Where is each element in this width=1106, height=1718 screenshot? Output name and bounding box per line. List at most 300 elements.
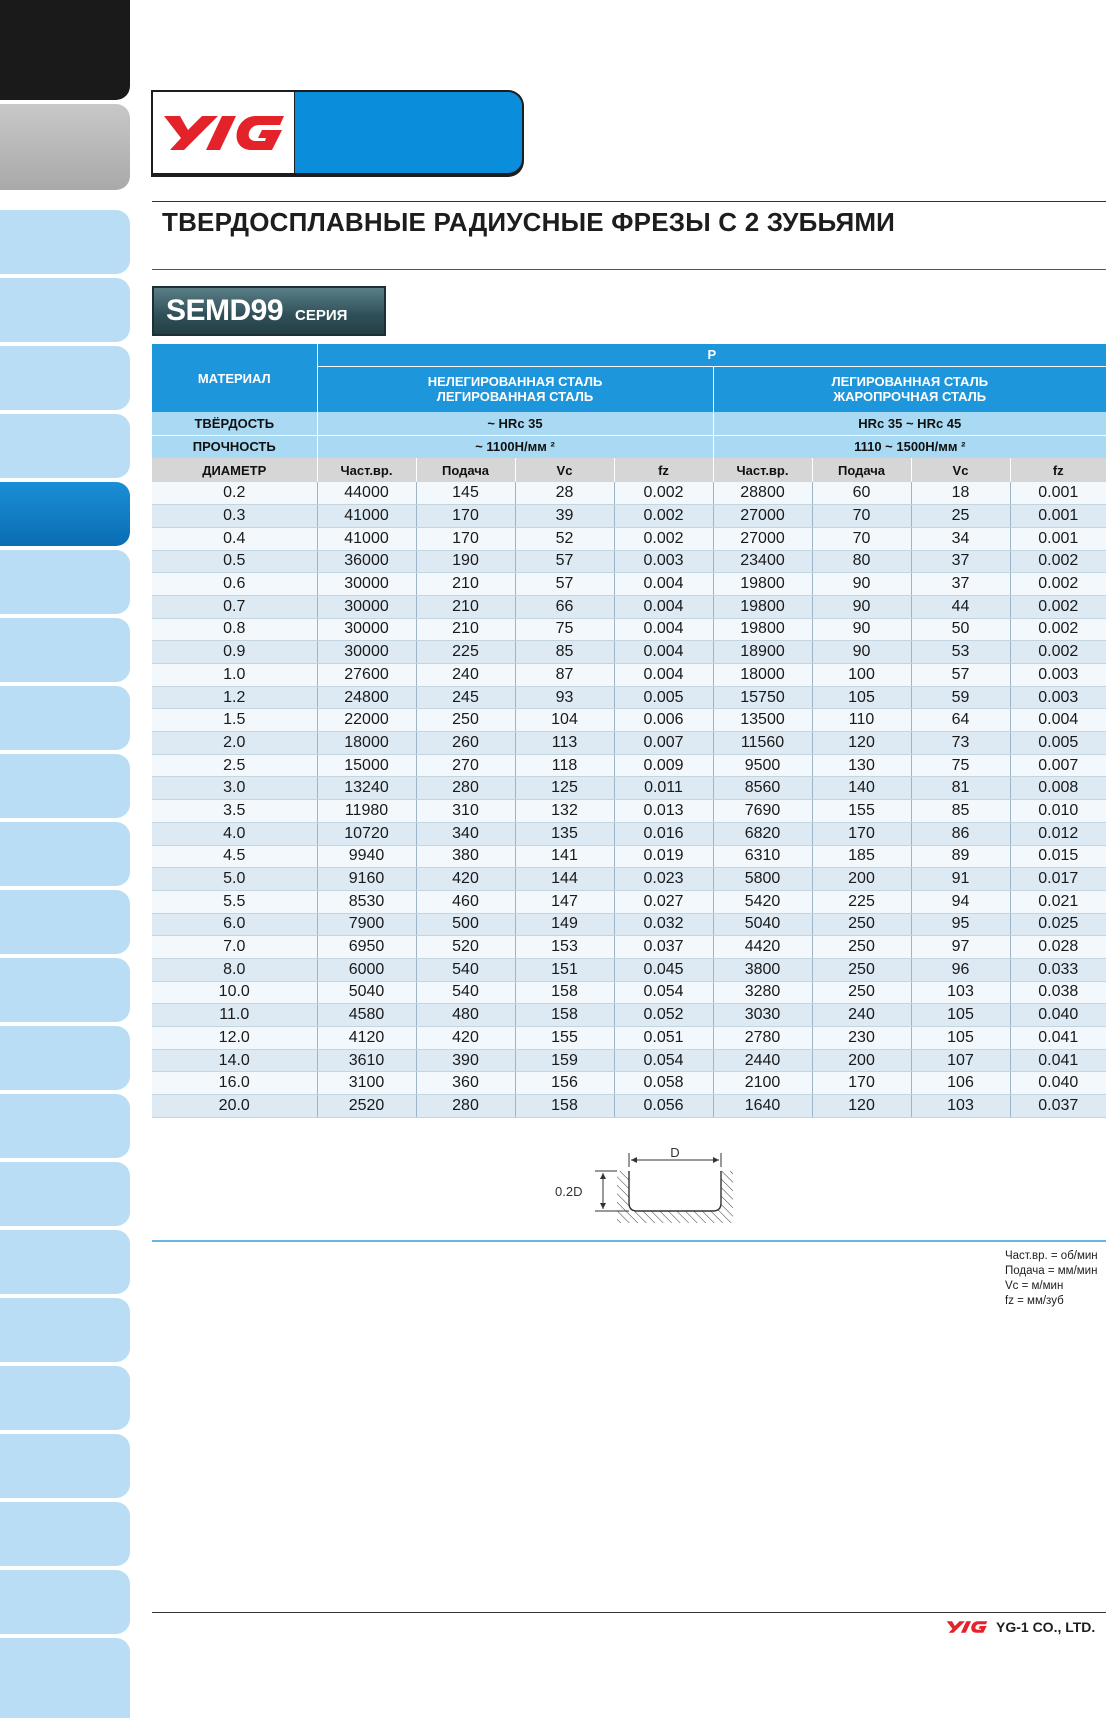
legend-item: Част.вр. = об/мин [1005, 1250, 1098, 1262]
table-cell: 250 [416, 709, 515, 732]
table-cell: 73 [911, 732, 1010, 755]
table-cell: 0.041 [1010, 1027, 1106, 1050]
table-cell: 155 [515, 1027, 614, 1050]
side-tab[interactable] [0, 1298, 130, 1362]
table-cell: 70 [812, 505, 911, 528]
diameter-cell: 5.0 [152, 868, 317, 891]
table-cell: 86 [911, 822, 1010, 845]
table-cell: 155 [812, 800, 911, 823]
table-cell: 5420 [713, 890, 812, 913]
table-cell: 28 [515, 482, 614, 505]
table-cell: 170 [812, 822, 911, 845]
table-cell: 0.009 [614, 754, 713, 777]
table-cell: 18 [911, 482, 1010, 505]
table-cell: 0.021 [1010, 890, 1106, 913]
table-cell: 0.001 [1010, 527, 1106, 550]
table-cell: 250 [812, 913, 911, 936]
table-row [152, 618, 1106, 641]
side-tab[interactable] [0, 1434, 130, 1498]
table-row [152, 505, 1106, 528]
column-header: Vc [911, 458, 1010, 482]
table-cell: 210 [416, 618, 515, 641]
side-tab[interactable] [0, 1026, 130, 1090]
table-cell: 145 [416, 482, 515, 505]
table-cell: 75 [515, 618, 614, 641]
side-tab[interactable] [0, 1570, 130, 1634]
table-cell: 0.002 [1010, 595, 1106, 618]
table-cell: 185 [812, 845, 911, 868]
page-title: ТВЕРДОСПЛАВНЫЕ РАДИУСНЫЕ ФРЕЗЫ С 2 ЗУБЬЯМИ [162, 207, 896, 237]
table-cell: 280 [416, 1095, 515, 1118]
diameter-cell: 0.9 [152, 641, 317, 664]
table-row [152, 732, 1106, 755]
legend-divider [152, 1240, 1106, 1242]
table-cell: 156 [515, 1072, 614, 1095]
table-cell: 0.015 [1010, 845, 1106, 868]
diameter-cell: 6.0 [152, 913, 317, 936]
table-cell: 158 [515, 1004, 614, 1027]
table-cell: 6310 [713, 845, 812, 868]
table-cell: 0.002 [1010, 573, 1106, 596]
table-cell: 0.002 [1010, 550, 1106, 573]
table-cell: 18000 [713, 664, 812, 687]
table-row [152, 664, 1106, 687]
table-cell: 0.037 [614, 936, 713, 959]
table-cell: 103 [911, 1095, 1010, 1118]
table-cell: 4120 [317, 1027, 416, 1050]
table-cell: 170 [416, 505, 515, 528]
side-tab[interactable] [0, 686, 130, 750]
table-cell: 44 [911, 595, 1010, 618]
side-tab[interactable] [0, 958, 130, 1022]
table-cell: 200 [812, 868, 911, 891]
table-cell: 18000 [317, 732, 416, 755]
diameter-cell: 7.0 [152, 936, 317, 959]
side-tab[interactable] [0, 754, 130, 818]
table-cell: 0.007 [1010, 754, 1106, 777]
table-cell: 0.027 [614, 890, 713, 913]
table-cell: 0.051 [614, 1027, 713, 1050]
table-cell: 50 [911, 618, 1010, 641]
diameter-cell: 1.5 [152, 709, 317, 732]
series-name: SEMD99 [166, 294, 284, 327]
table-cell: 19800 [713, 595, 812, 618]
table-cell: 7900 [317, 913, 416, 936]
table-cell: 103 [911, 981, 1010, 1004]
table-cell: 0.002 [614, 505, 713, 528]
diameter-cell: 1.0 [152, 664, 317, 687]
table-row [152, 981, 1106, 1004]
table-cell: 250 [812, 981, 911, 1004]
table-cell: 53 [911, 641, 1010, 664]
side-tab[interactable] [0, 822, 130, 886]
column-header: Част.вр. [317, 458, 416, 482]
table-cell: 3610 [317, 1049, 416, 1072]
table-cell: 460 [416, 890, 515, 913]
table-cell: 11560 [713, 732, 812, 755]
diameter-cell: 11.0 [152, 1004, 317, 1027]
table-cell: 95 [911, 913, 1010, 936]
side-tab[interactable] [0, 414, 130, 478]
table-cell: 310 [416, 800, 515, 823]
table-cell: 9500 [713, 754, 812, 777]
table-cell: 3030 [713, 1004, 812, 1027]
table-cell: 225 [416, 641, 515, 664]
table-cell: 90 [812, 618, 911, 641]
table-cell: 105 [911, 1027, 1010, 1050]
table-cell: 158 [515, 981, 614, 1004]
table-cell: 23400 [713, 550, 812, 573]
diameter-cell: 1.2 [152, 686, 317, 709]
side-tab[interactable] [0, 346, 130, 410]
table-cell: 24800 [317, 686, 416, 709]
table-cell: 0.006 [614, 709, 713, 732]
table-cell: 85 [911, 800, 1010, 823]
table-cell: 230 [812, 1027, 911, 1050]
table-cell: 144 [515, 868, 614, 891]
table-cell: 3800 [713, 958, 812, 981]
depth-label: 0.2D [555, 1184, 583, 1199]
table-cell: 130 [812, 754, 911, 777]
column-header: fz [614, 458, 713, 482]
table-cell: 0.003 [1010, 686, 1106, 709]
table-cell: 15000 [317, 754, 416, 777]
diameter-cell: 8.0 [152, 958, 317, 981]
table-cell: 25 [911, 505, 1010, 528]
side-tab[interactable] [0, 1502, 130, 1566]
material-group-1-line1: НЕЛЕГИРОВАННАЯ СТАЛЬ [427, 374, 603, 390]
table-row [152, 573, 1106, 596]
table-cell: 8530 [317, 890, 416, 913]
diameter-label: D [670, 1145, 680, 1160]
table-cell: 0.054 [614, 981, 713, 1004]
table-cell: 90 [812, 573, 911, 596]
table-cell: 2100 [713, 1072, 812, 1095]
table-cell: 0.032 [614, 913, 713, 936]
table-cell: 89 [911, 845, 1010, 868]
side-tab[interactable] [0, 550, 130, 614]
table-cell: 0.002 [614, 527, 713, 550]
table-cell: 5040 [317, 981, 416, 1004]
side-tab[interactable] [0, 1230, 130, 1294]
table-cell: 210 [416, 595, 515, 618]
table-cell: 0.016 [614, 822, 713, 845]
yg-logo-icon [946, 1619, 988, 1635]
table-cell: 3100 [317, 1072, 416, 1095]
table-cell: 360 [416, 1072, 515, 1095]
table-cell: 6820 [713, 822, 812, 845]
table-cell: 27000 [713, 505, 812, 528]
table-cell: 30000 [317, 595, 416, 618]
table-cell: 0.008 [1010, 777, 1106, 800]
table-cell: 75 [911, 754, 1010, 777]
table-cell: 0.004 [614, 618, 713, 641]
table-cell: 0.058 [614, 1072, 713, 1095]
table-cell: 60 [812, 482, 911, 505]
diameter-cell: 0.5 [152, 550, 317, 573]
table-cell: 140 [812, 777, 911, 800]
table-cell: 0.019 [614, 845, 713, 868]
header-material: МАТЕРИАЛ [152, 344, 317, 412]
table-cell: 0.028 [1010, 936, 1106, 959]
table-cell: 0.054 [614, 1049, 713, 1072]
table-cell: 0.003 [1010, 664, 1106, 687]
table-cell: 120 [812, 1095, 911, 1118]
table-cell: 15750 [713, 686, 812, 709]
side-tab-active[interactable] [0, 482, 130, 546]
legend-item: Подача = мм/мин [1005, 1265, 1098, 1277]
diameter-cell: 4.5 [152, 845, 317, 868]
table-cell: 64 [911, 709, 1010, 732]
table-cell: 5040 [713, 913, 812, 936]
table-row [152, 822, 1106, 845]
table-cell: 106 [911, 1072, 1010, 1095]
header-group-p: P [317, 344, 1106, 366]
table-cell: 149 [515, 913, 614, 936]
header-strength: ПРОЧНОСТЬ [152, 435, 317, 458]
footer-logo [946, 1619, 1095, 1635]
table-cell: 0.002 [1010, 641, 1106, 664]
legend-item: Vc = м/мин [1005, 1280, 1064, 1292]
table-cell: 4420 [713, 936, 812, 959]
table-cell: 37 [911, 550, 1010, 573]
cutting-data-table [152, 344, 1106, 1118]
yg-logo-icon [162, 110, 286, 156]
table-cell: 0.003 [614, 550, 713, 573]
table-cell: 70 [812, 527, 911, 550]
table-row [152, 890, 1106, 913]
table-cell: 18900 [713, 641, 812, 664]
table-cell: 27600 [317, 664, 416, 687]
table-cell: 0.004 [614, 595, 713, 618]
table-cell: 4580 [317, 1004, 416, 1027]
diameter-cell: 10.0 [152, 981, 317, 1004]
strength-group-2: 1110 ~ 1500Н/мм ² [713, 435, 1106, 458]
table-cell: 10720 [317, 822, 416, 845]
table-cell: 260 [416, 732, 515, 755]
table-row [152, 913, 1106, 936]
table-cell: 0.037 [1010, 1095, 1106, 1118]
table-row [152, 550, 1106, 573]
table-row [152, 686, 1106, 709]
header-diameter: ДИАМЕТР [152, 458, 317, 482]
table-cell: 57 [911, 664, 1010, 687]
title-top-rule [152, 201, 1106, 202]
table-cell: 0.025 [1010, 913, 1106, 936]
table-cell: 0.011 [614, 777, 713, 800]
table-cell: 500 [416, 913, 515, 936]
side-tab[interactable] [0, 278, 130, 342]
header-blue-bar [295, 92, 522, 173]
table-cell: 36000 [317, 550, 416, 573]
table-cell: 22000 [317, 709, 416, 732]
table-cell: 125 [515, 777, 614, 800]
table-row [152, 936, 1106, 959]
table-cell: 9940 [317, 845, 416, 868]
table-row [152, 595, 1106, 618]
table-cell: 2520 [317, 1095, 416, 1118]
strength-group-1: ~ 1100Н/мм ² [317, 435, 713, 458]
table-cell: 153 [515, 936, 614, 959]
diameter-cell: 3.0 [152, 777, 317, 800]
table-cell: 250 [812, 936, 911, 959]
table-cell: 0.041 [1010, 1049, 1106, 1072]
side-tab-gray[interactable] [0, 104, 130, 190]
table-cell: 30000 [317, 641, 416, 664]
table-cell: 0.004 [614, 573, 713, 596]
table-cell: 120 [812, 732, 911, 755]
table-row [152, 527, 1106, 550]
table-cell: 0.052 [614, 1004, 713, 1027]
table-cell: 520 [416, 936, 515, 959]
series-badge [152, 286, 386, 336]
diameter-cell: 12.0 [152, 1027, 317, 1050]
table-row [152, 1004, 1106, 1027]
table-cell: 19800 [713, 573, 812, 596]
table-cell: 390 [416, 1049, 515, 1072]
table-cell: 240 [416, 664, 515, 687]
table-cell: 380 [416, 845, 515, 868]
table-cell: 170 [812, 1072, 911, 1095]
table-cell: 0.001 [1010, 482, 1106, 505]
diameter-cell: 0.4 [152, 527, 317, 550]
table-cell: 94 [911, 890, 1010, 913]
table-cell: 13240 [317, 777, 416, 800]
diameter-cell: 0.7 [152, 595, 317, 618]
header-material-group-2 [713, 366, 1106, 412]
table-cell: 41000 [317, 505, 416, 528]
table-cell: 30000 [317, 618, 416, 641]
header-hardness: ТВЁРДОСТЬ [152, 412, 317, 435]
table-cell: 9160 [317, 868, 416, 891]
table-cell: 420 [416, 1027, 515, 1050]
table-cell: 0.005 [1010, 732, 1106, 755]
table-cell: 132 [515, 800, 614, 823]
diameter-cell: 0.2 [152, 482, 317, 505]
table-cell: 59 [911, 686, 1010, 709]
table-cell: 0.040 [1010, 1072, 1106, 1095]
table-cell: 240 [812, 1004, 911, 1027]
table-cell: 118 [515, 754, 614, 777]
table-cell: 100 [812, 664, 911, 687]
table-cell: 105 [911, 1004, 1010, 1027]
table-cell: 13500 [713, 709, 812, 732]
slot-depth-diagram [551, 1145, 751, 1225]
diameter-cell: 0.3 [152, 505, 317, 528]
table-cell: 107 [911, 1049, 1010, 1072]
table-row [152, 1072, 1106, 1095]
table-cell: 0.004 [614, 641, 713, 664]
table-cell: 540 [416, 958, 515, 981]
table-cell: 1640 [713, 1095, 812, 1118]
table-cell: 105 [812, 686, 911, 709]
table-cell: 96 [911, 958, 1010, 981]
table-cell: 110 [812, 709, 911, 732]
table-row [152, 800, 1106, 823]
table-cell: 159 [515, 1049, 614, 1072]
table-cell: 11980 [317, 800, 416, 823]
diameter-cell: 5.5 [152, 890, 317, 913]
table-cell: 0.012 [1010, 822, 1106, 845]
table-cell: 8560 [713, 777, 812, 800]
table-cell: 44000 [317, 482, 416, 505]
table-cell: 340 [416, 822, 515, 845]
table-cell: 3280 [713, 981, 812, 1004]
table-cell: 225 [812, 890, 911, 913]
diameter-cell: 14.0 [152, 1049, 317, 1072]
table-cell: 57 [515, 573, 614, 596]
table-cell: 2440 [713, 1049, 812, 1072]
table-cell: 0.004 [1010, 709, 1106, 732]
table-cell: 200 [812, 1049, 911, 1072]
table-cell: 0.056 [614, 1095, 713, 1118]
table-cell: 87 [515, 664, 614, 687]
material-group-2-line1: ЛЕГИРОВАННАЯ СТАЛЬ [831, 374, 989, 390]
table-cell: 57 [515, 550, 614, 573]
diameter-cell: 2.5 [152, 754, 317, 777]
company-name: YG-1 CO., LTD. [996, 1619, 1096, 1635]
header-material-group-1 [317, 366, 713, 412]
table-cell: 250 [812, 958, 911, 981]
side-tab[interactable] [0, 210, 130, 274]
legend-item: fz = мм/зуб [1005, 1295, 1064, 1307]
table-cell: 2780 [713, 1027, 812, 1050]
table-cell: 37 [911, 573, 1010, 596]
side-tab[interactable] [0, 618, 130, 682]
table-cell: 245 [416, 686, 515, 709]
table-row [152, 868, 1106, 891]
table-cell: 19800 [713, 618, 812, 641]
table-cell: 0.017 [1010, 868, 1106, 891]
table-row [152, 777, 1106, 800]
side-tab-top[interactable] [0, 0, 130, 100]
table-cell: 81 [911, 777, 1010, 800]
column-header: Част.вр. [713, 458, 812, 482]
column-header: Vc [515, 458, 614, 482]
table-cell: 91 [911, 868, 1010, 891]
table-cell: 0.038 [1010, 981, 1106, 1004]
column-header: fz [1010, 458, 1106, 482]
side-tab[interactable] [0, 1638, 130, 1718]
table-cell: 39 [515, 505, 614, 528]
side-tab[interactable] [0, 1162, 130, 1226]
table-row [152, 845, 1106, 868]
side-tab[interactable] [0, 890, 130, 954]
side-tab[interactable] [0, 1366, 130, 1430]
table-cell: 0.040 [1010, 1004, 1106, 1027]
table-row [152, 641, 1106, 664]
table-cell: 0.005 [614, 686, 713, 709]
table-cell: 0.033 [1010, 958, 1106, 981]
table-cell: 135 [515, 822, 614, 845]
diameter-cell: 0.8 [152, 618, 317, 641]
material-group-1-line2: ЛЕГИРОВАННАЯ СТАЛЬ [436, 389, 594, 405]
hardness-group-2: HRc 35 ~ HRc 45 [713, 412, 1106, 435]
table-row [152, 1049, 1106, 1072]
footer-rule [152, 1612, 1106, 1613]
table-cell: 90 [812, 641, 911, 664]
table-cell: 540 [416, 981, 515, 1004]
table-cell: 480 [416, 1004, 515, 1027]
brand-logo [153, 92, 294, 173]
table-cell: 141 [515, 845, 614, 868]
table-cell: 97 [911, 936, 1010, 959]
table-cell: 0.023 [614, 868, 713, 891]
table-cell: 7690 [713, 800, 812, 823]
table-cell: 28800 [713, 482, 812, 505]
side-tabs [0, 0, 130, 1718]
side-tab[interactable] [0, 1094, 130, 1158]
